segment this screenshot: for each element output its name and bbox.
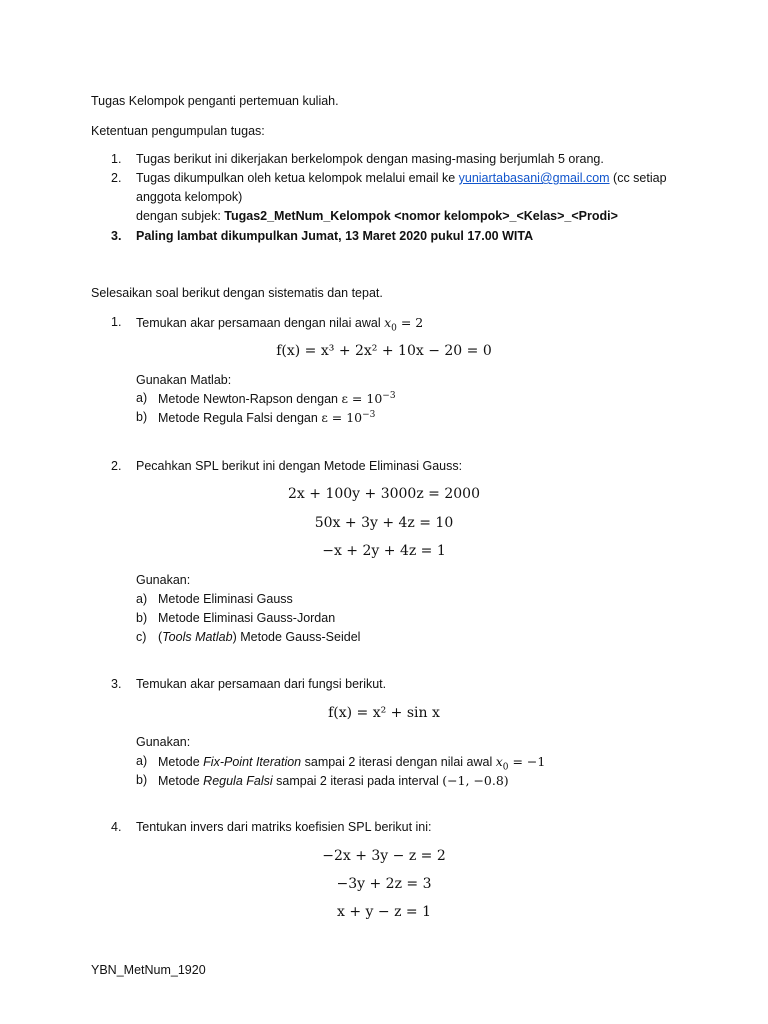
rule-3: Paling lambat dikumpulkan Jumat, 13 Maret 2020 pukul 17.00 WITA [136,229,534,243]
q1-use: Gunakan Matlab: [136,373,232,387]
q3-b-interval: (−1, −0.8) [442,773,509,788]
q3-b-prefix: Metode [158,774,204,788]
q2-use: Gunakan: [136,573,191,587]
q1-b-text: Metode Regula Falsi dengan [158,411,322,425]
q1-initial-rhs: = 2 [396,315,424,330]
q2-option-b: Metode Eliminasi Gauss-Jordan [158,611,336,625]
q2-c-italic: Tools Matlab [162,630,233,644]
question-number-2: 2. [111,459,122,473]
q1-b-exp: −3 [362,409,376,420]
q2-equation-3: −x + 2y + 4z = 1 [322,543,446,559]
q1-equation: f(x) = x³ + 2x² + 10x − 20 = 0 [276,343,492,359]
rule-2-prefix: Tugas dikumpulkan oleh ketua kelompok melalui email ke [136,171,459,185]
subject-prefix: dengan subjek: [136,209,225,223]
question-1 [136,315,424,334]
rule-2-suffix: (cc setiap [609,171,667,185]
q3-option-a [158,754,546,773]
q2-option-a: Metode Eliminasi Gauss [158,592,293,606]
question-2-text: Pecahkan SPL berikut ini dengan Metode Eliminasi Gauss: [136,459,463,473]
q3-letter-b: b) [136,773,148,787]
q2-equation-2: 50x + 3y + 4z = 10 [314,515,454,531]
q3-letter-a: a) [136,754,148,768]
rule-2-line2: anggota kelompok) [136,190,243,204]
q2-letter-b: b) [136,611,148,625]
rule-1: Tugas berikut ini dikerjakan berkelompok dengan masing-masing berjumlah 5 orang. [136,152,604,166]
subject-format: Tugas2_MetNum_Kelompok <nomor kelompok>_<Kelas>_<Prodi> [224,209,618,223]
question-number-3: 3. [111,677,122,691]
rule-number-2: 2. [111,171,122,185]
q1-initial-var: x [384,315,392,330]
q1-initial-sub: 0 [391,323,397,334]
q1-a-eps: ε = 10 [341,391,383,406]
q1-a-text: Metode Newton-Rapson dengan [158,392,342,406]
q1-letter-a: a) [136,391,148,405]
rule-2 [136,171,667,185]
question-3-text: Temukan akar persamaan dari fungsi berikut. [136,677,387,691]
rule-number-1: 1. [111,152,122,166]
footer-label: YBN_MetNum_1920 [91,963,206,977]
q3-b-suffix: sampai 2 iterasi pada interval [272,774,443,788]
question-number-1: 1. [111,315,122,329]
q2-option-c [158,630,360,644]
q3-equation: f(x) = x² + sin x [328,705,440,721]
q4-equation-1: −2x + 3y − z = 2 [322,848,446,864]
q4-equation-2: −3y + 2z = 3 [336,876,432,892]
q2-letter-c: c) [136,630,147,644]
rule-2-subject [136,209,618,223]
q1-letter-b: b) [136,410,148,424]
q3-option-b [158,773,509,788]
q2-c-open: ( [158,630,163,644]
q3-a-var: x [495,754,503,769]
q3-use: Gunakan: [136,735,191,749]
q2-letter-a: a) [136,592,148,606]
q3-b-italic: Regula Falsi [203,774,273,788]
q2-equation-1: 2x + 100y + 3000z = 2000 [288,486,480,502]
q3-a-sub: 0 [502,762,509,773]
assignment-title: Tugas Kelompok penganti pertemuan kuliah. [91,94,339,108]
q4-equation-3: x + y − z = 1 [337,904,431,920]
question-1-text: Temukan akar persamaan dengan nilai awal [136,316,385,330]
q3-a-rhs: = −1 [508,754,546,769]
q3-a-suffix: sampai 2 iterasi dengan nilai awal [301,755,496,769]
q1-a-exp: −3 [382,390,396,401]
q1-option-a [158,391,396,406]
q1-option-b [158,410,375,425]
instructions: Selesaikan soal berikut dengan sistematis dan tepat. [91,286,383,300]
q3-a-prefix: Metode [158,755,204,769]
q3-a-italic: Fix-Point Iteration [203,755,302,769]
q1-b-eps: ε = 10 [321,410,363,425]
rule-number-3: 3. [111,229,122,243]
q2-c-rest: ) Metode Gauss-Seidel [232,630,361,644]
question-number-4: 4. [111,820,122,834]
rules-heading: Ketentuan pengumpulan tugas: [91,124,265,138]
question-4-text: Tentukan invers dari matriks koefisien SPL berikut ini: [136,820,432,834]
email-link[interactable]: yuniartabasani@gmail.com [458,171,610,185]
